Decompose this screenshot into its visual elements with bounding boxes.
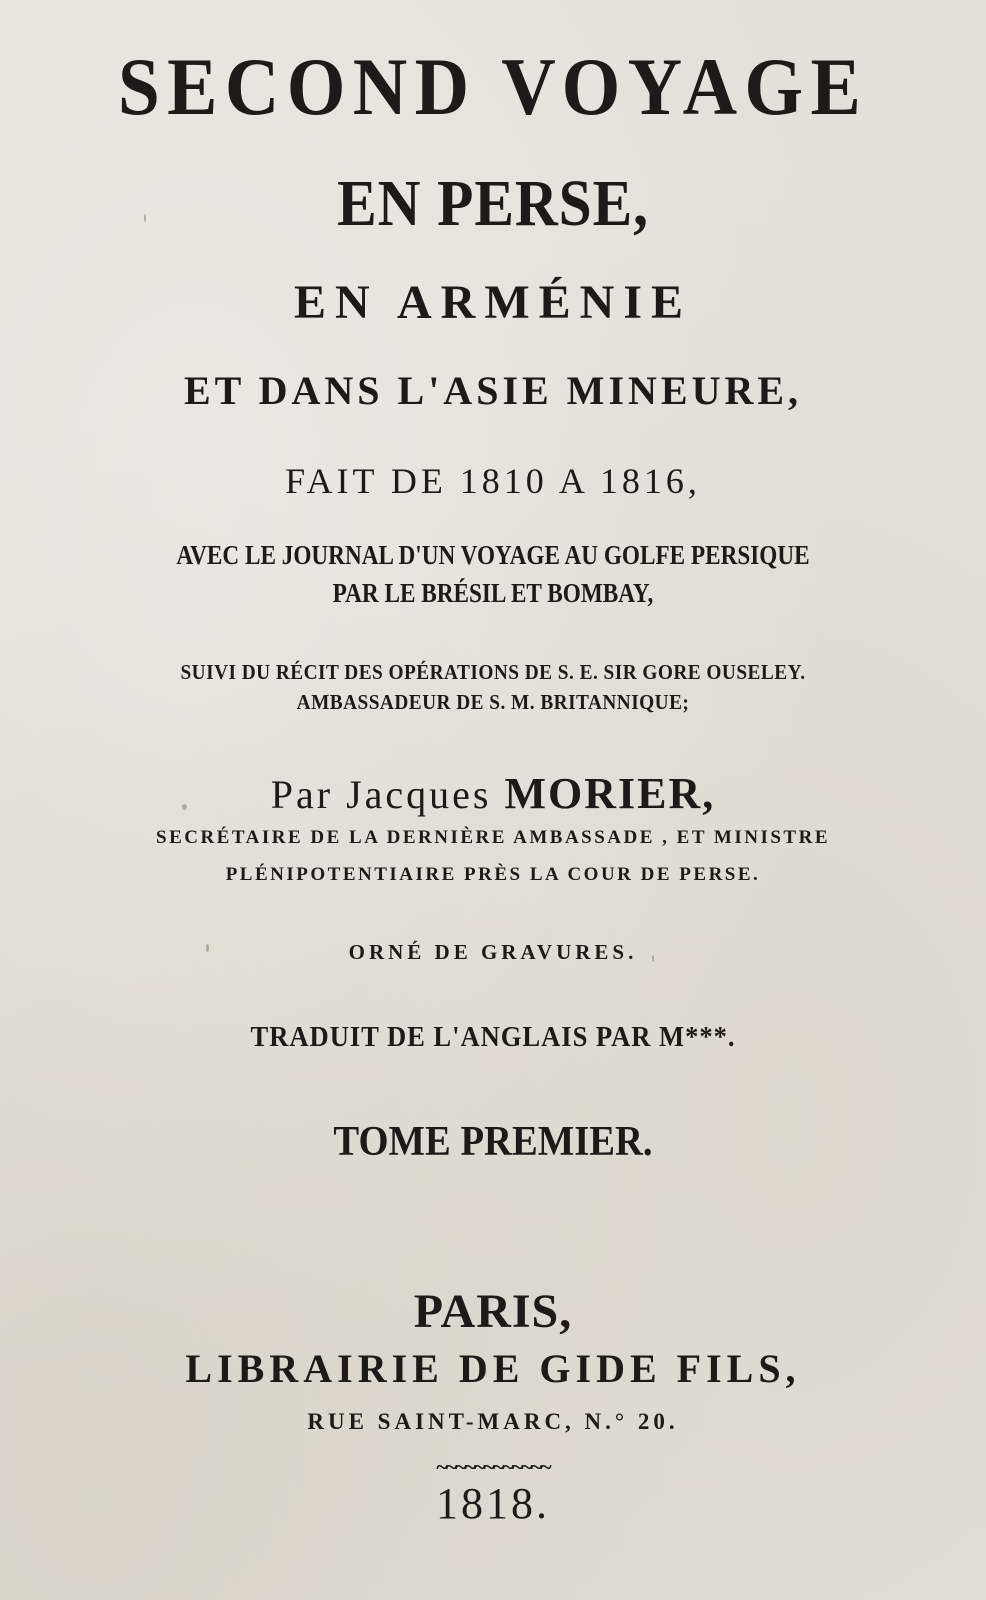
travel-dates: FAIT DE 1810 A 1816, bbox=[285, 461, 701, 501]
subtitle-line-2: PAR LE BRÉSIL ET BOMBAY, bbox=[332, 578, 654, 608]
suivi-line-2: AMBASSADEUR DE S. M. BRITANNIQUE; bbox=[296, 690, 690, 714]
title-line-4: ET DANS L'ASIE MINEURE, bbox=[183, 368, 803, 413]
title-line-1: SECOND VOYAGE bbox=[117, 41, 869, 132]
illustrations-note: ORNÉ DE GRAVURES. bbox=[348, 940, 638, 964]
volume-label: TOME PREMIER. bbox=[333, 1119, 653, 1165]
imprint-year: 1818. bbox=[436, 1479, 550, 1528]
author-line bbox=[0, 768, 986, 819]
ornament-rule: ~~~~~~~~~~~~ bbox=[436, 1454, 550, 1479]
author-title-line-1: SECRÉTAIRE DE LA DERNIÈRE AMBASSADE , ET MINISTRE bbox=[156, 827, 830, 848]
paper-speck bbox=[206, 944, 209, 952]
suivi-line-1: SUIVI DU RÉCIT DES OPÉRATIONS DE S. E. SIR GORE OUSELEY. bbox=[180, 660, 806, 684]
translation-note: TRADUIT DE L'ANGLAIS PAR M***. bbox=[250, 1022, 736, 1053]
author-last-name: MORIER, bbox=[504, 769, 716, 818]
title-line-2: EN PERSE, bbox=[337, 167, 649, 240]
imprint-publisher: LIBRAIRIE DE GIDE FILS, bbox=[185, 1346, 801, 1391]
author-prefix: Par bbox=[270, 772, 334, 817]
author-first-name: Jacques bbox=[346, 772, 492, 817]
paper-speck bbox=[144, 214, 146, 222]
title-line-3: EN ARMÉNIE bbox=[293, 276, 693, 329]
imprint-address: RUE SAINT-MARC, N.° 20. bbox=[307, 1409, 679, 1434]
paper-speck bbox=[652, 955, 654, 962]
paper-speck bbox=[182, 804, 187, 810]
author-title-line-2: PLÉNIPOTENTIAIRE PRÈS LA COUR DE PERSE. bbox=[225, 864, 761, 885]
imprint-city: PARIS, bbox=[413, 1285, 573, 1338]
subtitle-line-1: AVEC LE JOURNAL D'UN VOYAGE AU GOLFE PERSIQUE bbox=[176, 540, 810, 570]
